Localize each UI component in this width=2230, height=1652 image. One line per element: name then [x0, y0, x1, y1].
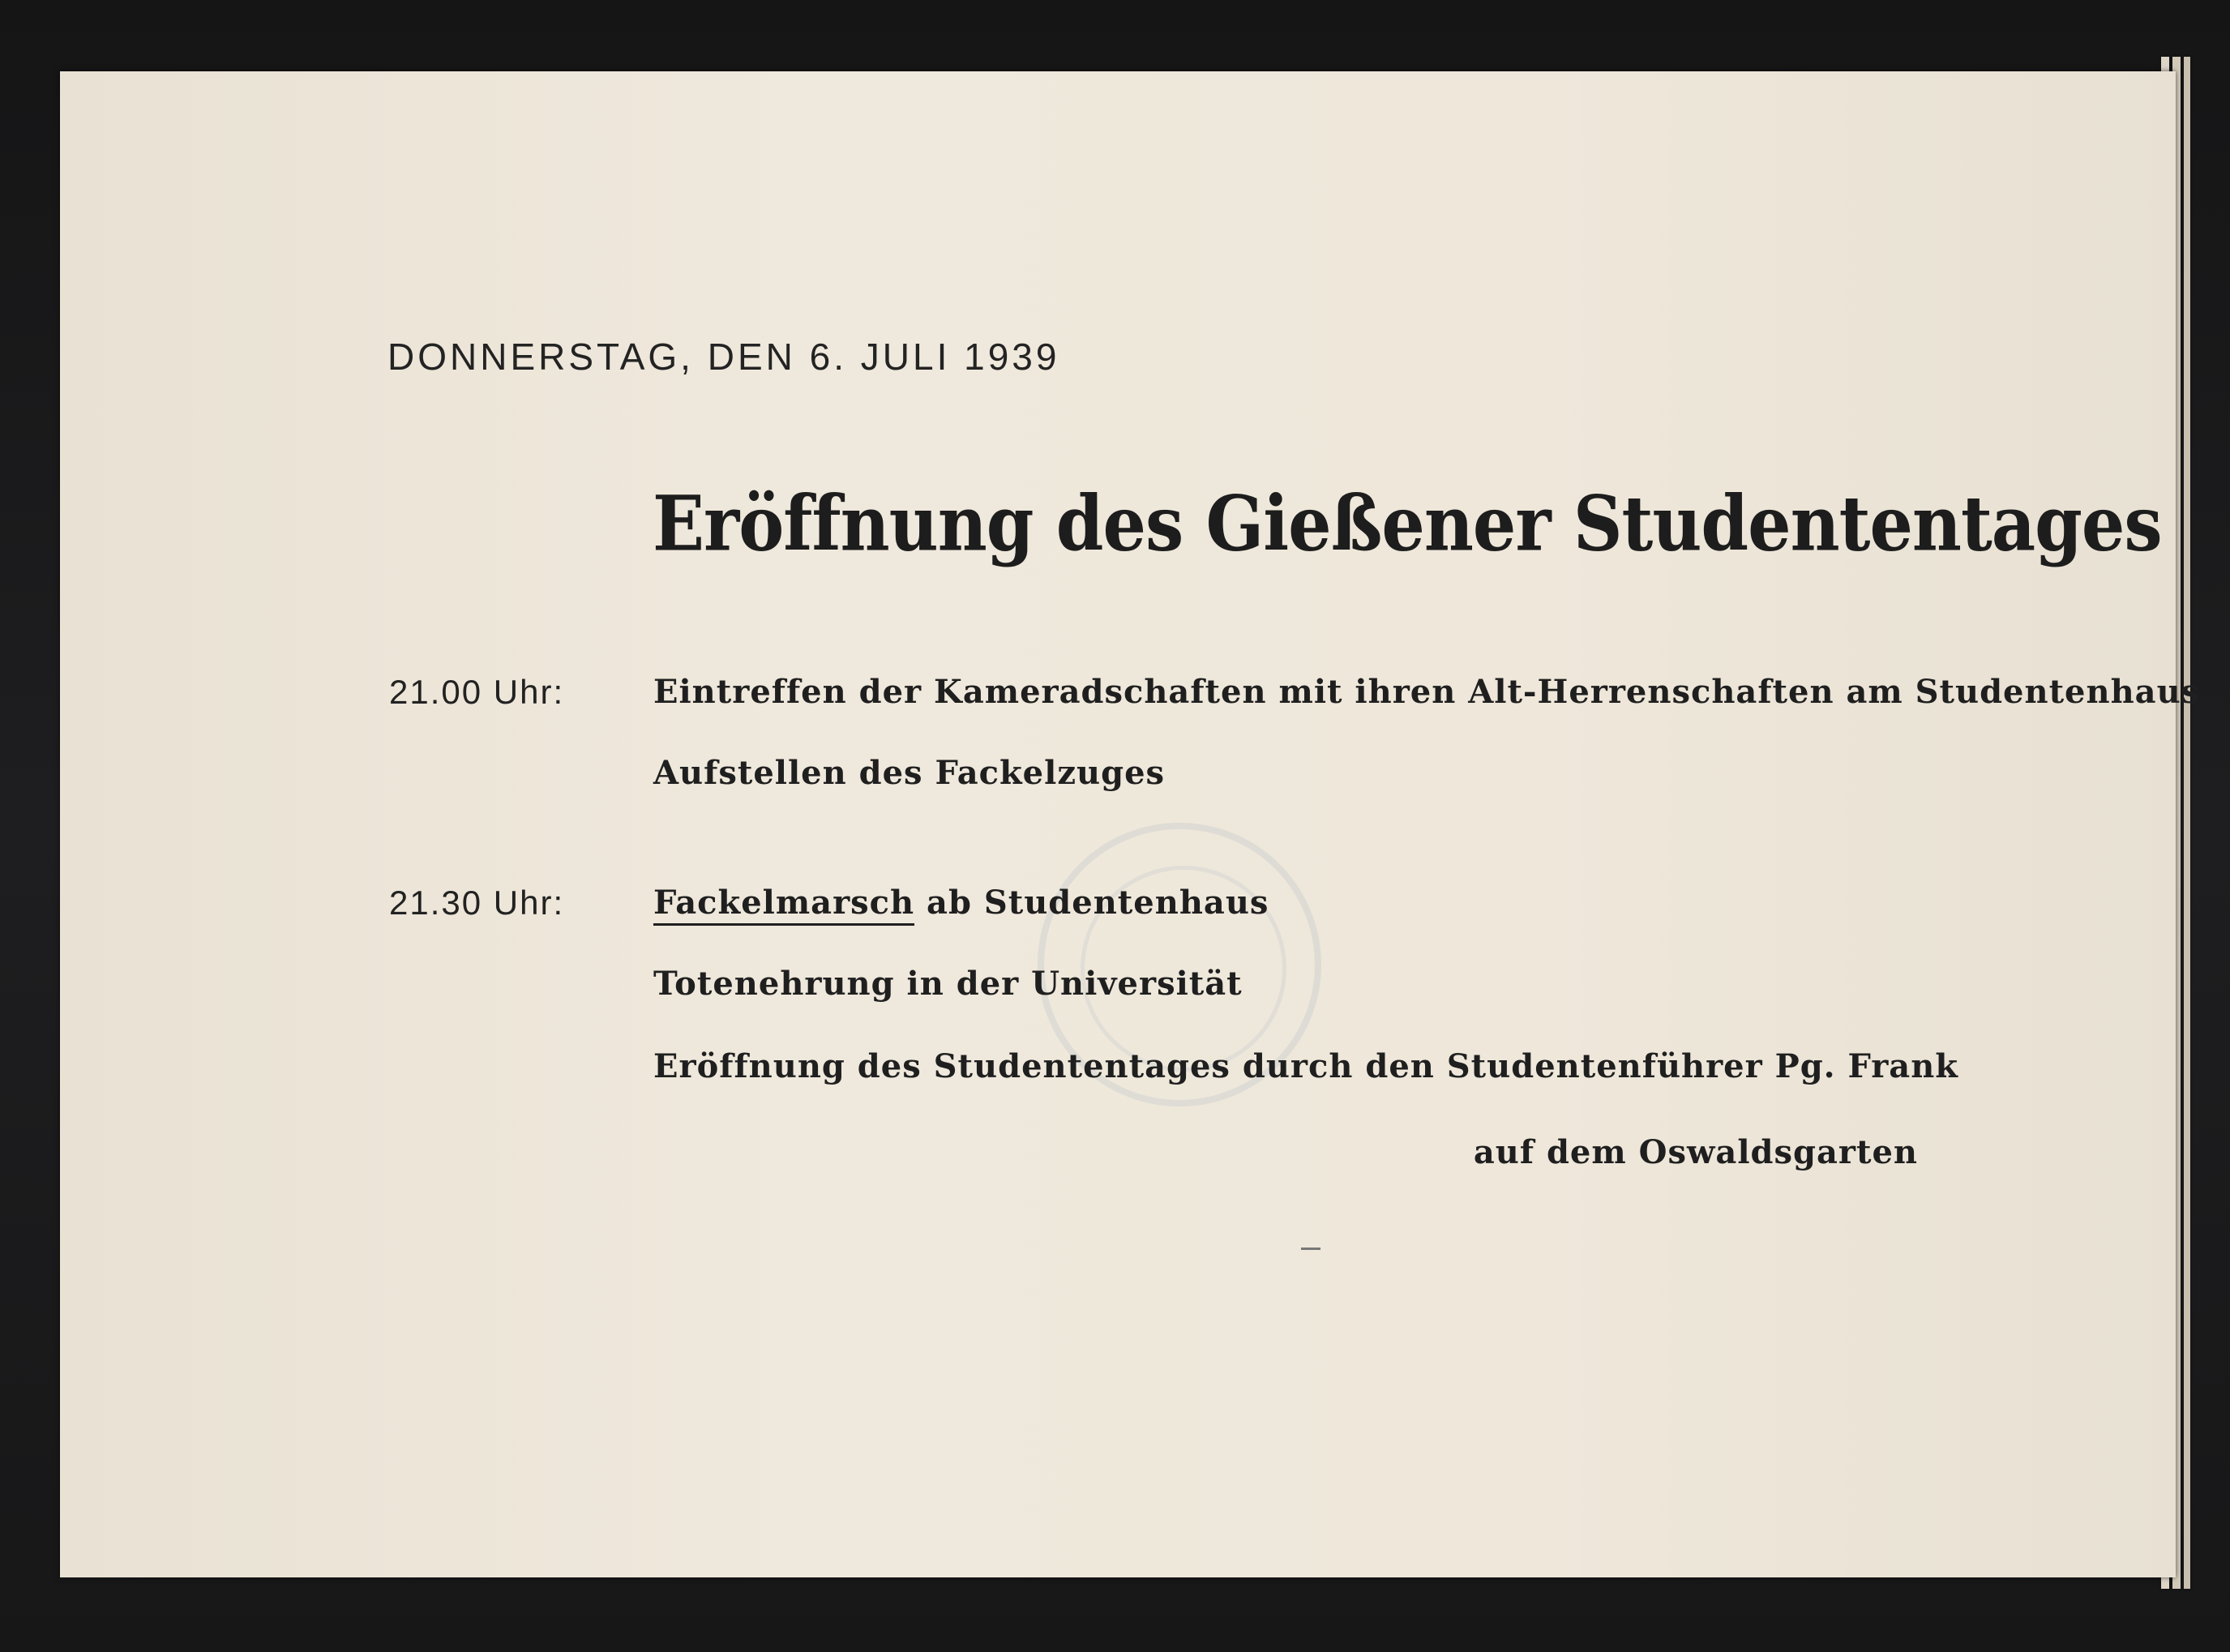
- program-item: [653, 884, 1269, 922]
- date-heading: DONNERSTAG, DEN 6. JULI 1939: [387, 336, 1060, 378]
- program-item: Eröffnung des Studententages durch den Studentenführer Pg. Frank: [653, 1047, 1959, 1085]
- page-edge: [2184, 57, 2190, 1589]
- program-item: Aufstellen des Fackelzuges: [653, 754, 1166, 792]
- page-title: Eröffnung des Gießener Studententages: [653, 478, 2162, 568]
- program-item: Totenehrung in der Universität: [653, 965, 1243, 1003]
- program-item: auf dem Oswaldsgarten: [1473, 1133, 1918, 1171]
- paper-sheet: [60, 71, 2176, 1577]
- program-item-rest: ab Studentenhaus: [914, 884, 1269, 922]
- time-label: 21.00 Uhr:: [389, 673, 565, 711]
- margin-dash: [1301, 1248, 1320, 1250]
- program-item: Eintreffen der Kameradschaften mit ihren Alt-Herrenschaften am Studentenhaus: [653, 673, 2201, 711]
- time-label: 21.30 Uhr:: [389, 884, 565, 922]
- underlined-word: Fackelmarsch: [653, 884, 914, 926]
